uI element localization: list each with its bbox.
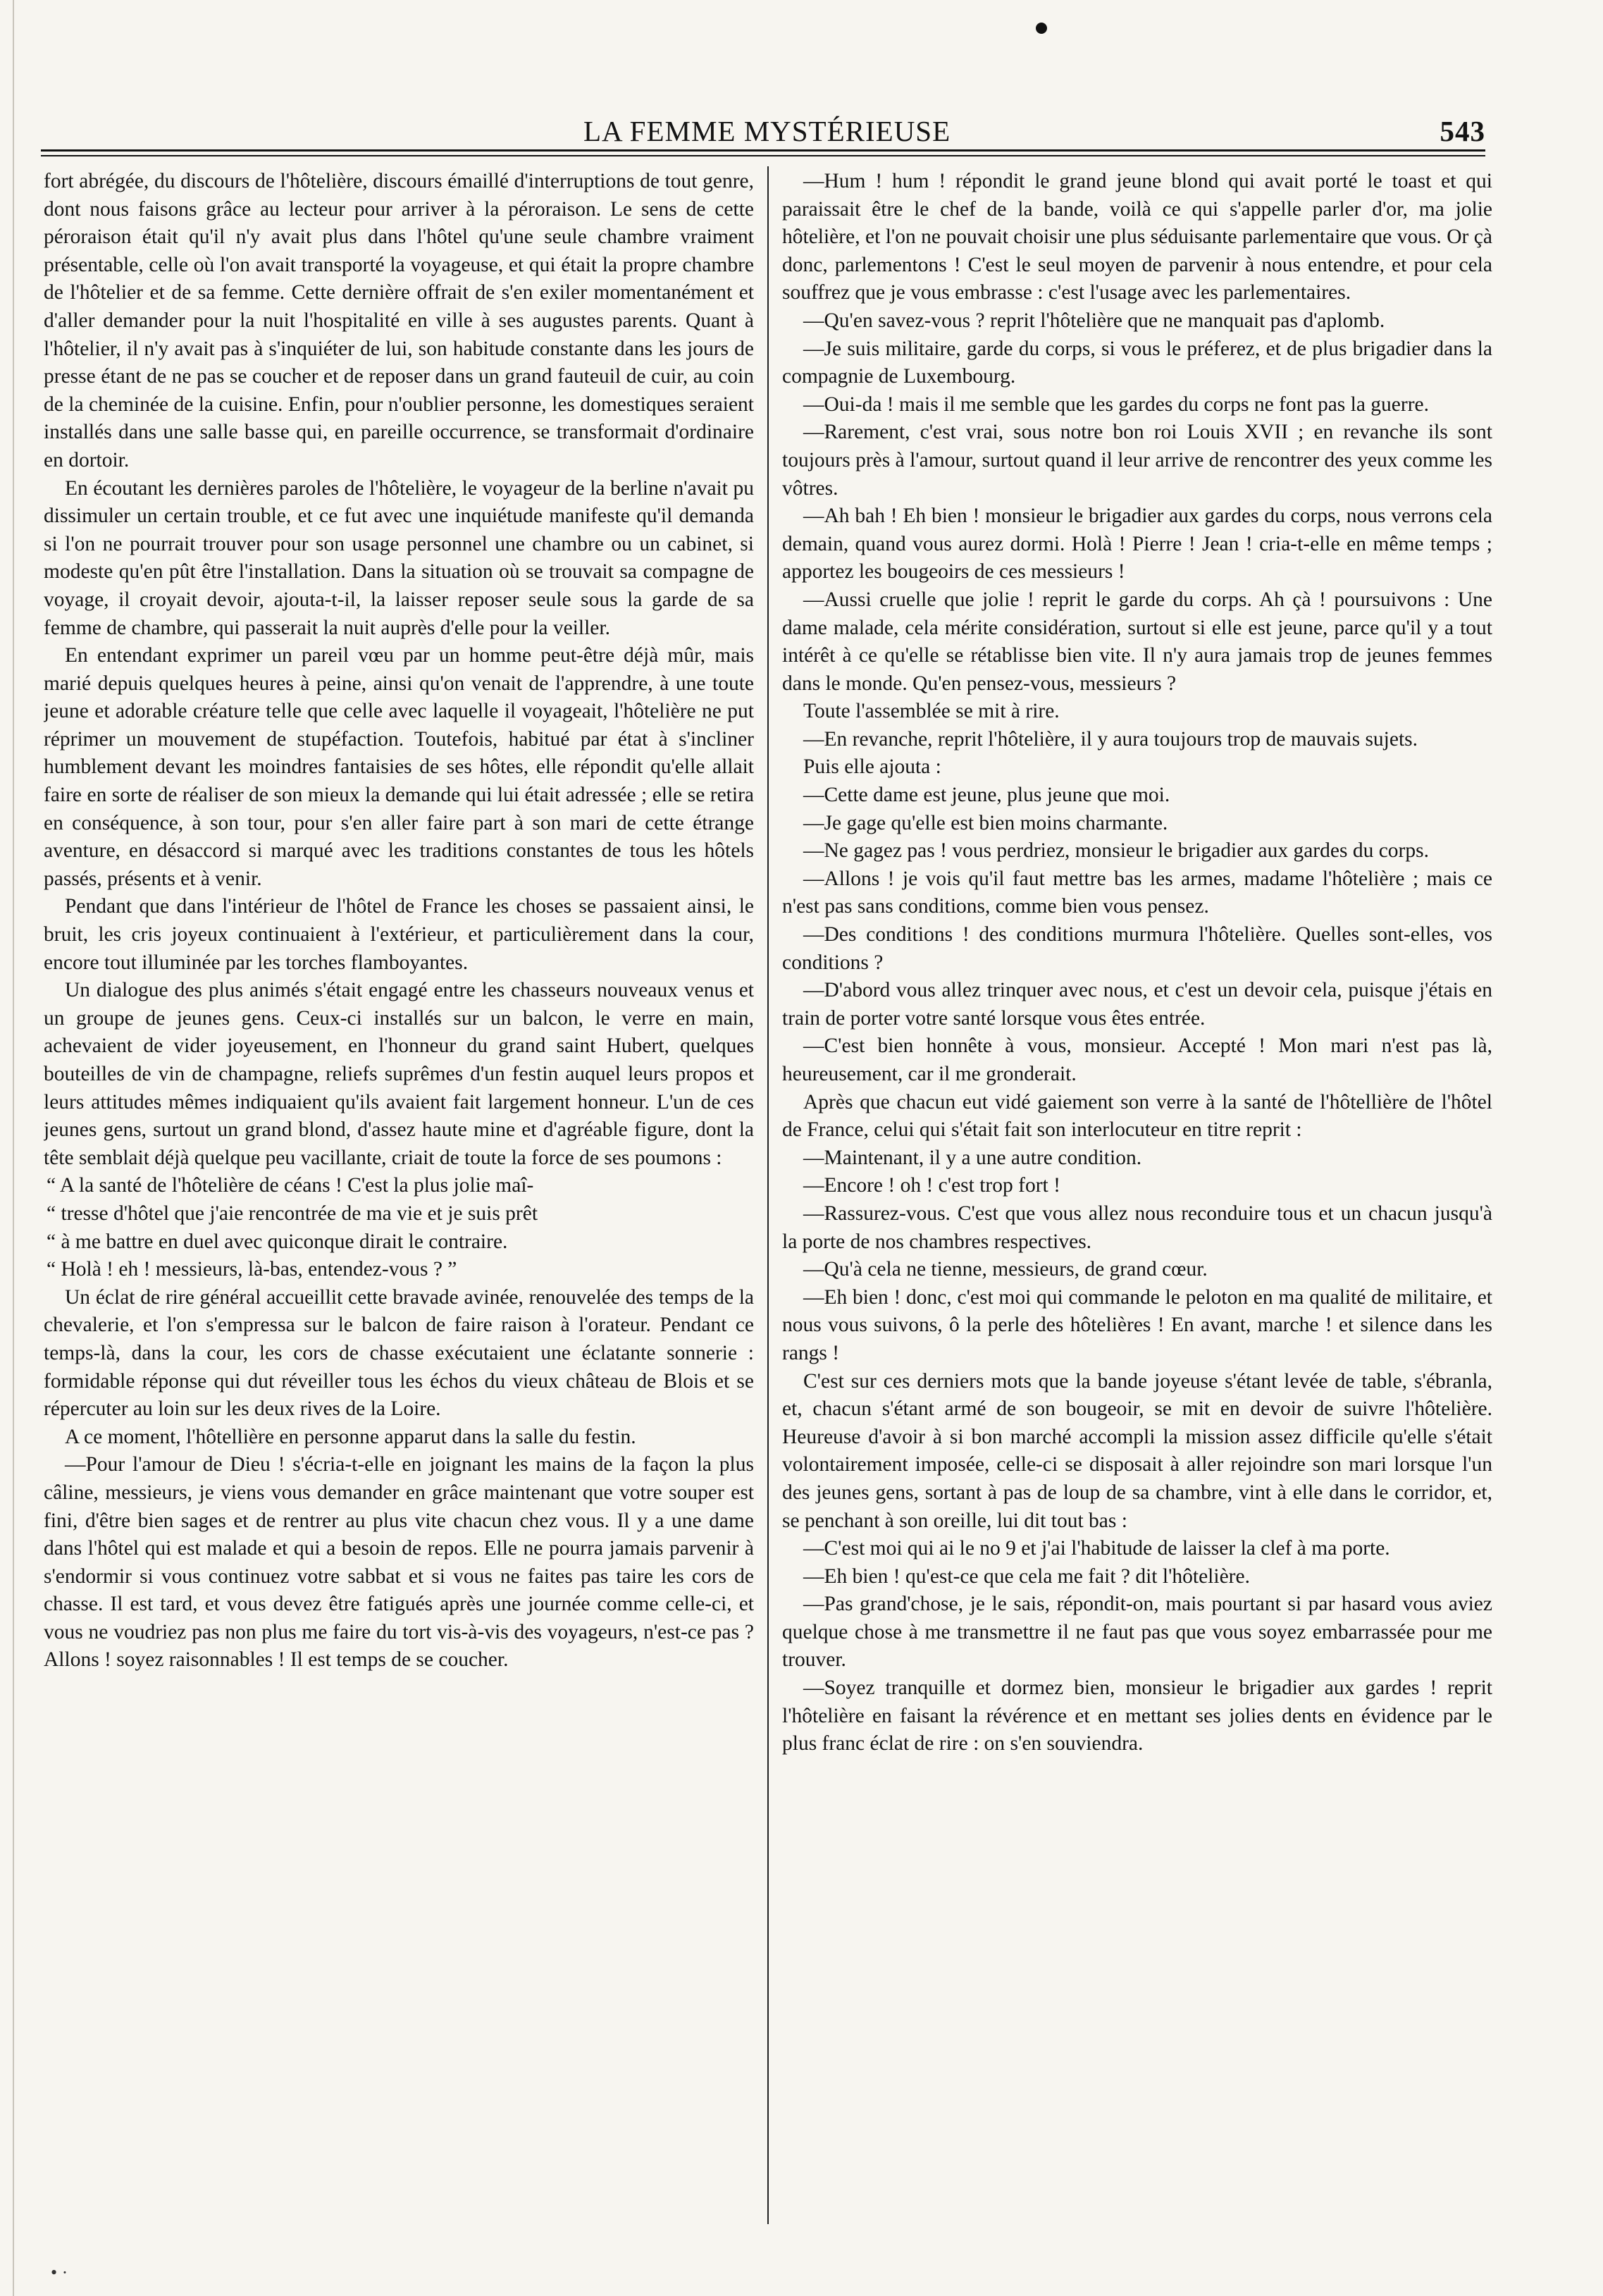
paragraph: Puis elle ajouta :: [803, 755, 941, 779]
paragraph: —Pas grand'chose, je le sais, répondit-on, mais pourtant si par hasard vous aviez quelque chose à me transmettre il ne faut pas que vous soyez embarrassée pour me trouver.: [782, 1593, 1492, 1672]
toast-line: “ tresse d'hôtel que j'aie rencontrée de ma vie et je suis prêt: [47, 1202, 538, 1225]
paragraph: —Allons ! je vois qu'il faut mettre bas les armes, madame l'hôtelière ; mais ce n'est pas sans conditions, comme bien vous pensez.: [782, 867, 1492, 918]
paragraph: Pendant que dans l'intérieur de l'hôtel de France les choses se passaient ainsi, le bruit, les cris joyeux continuaient à l'extérieur, et particulièrement dans la cour, encore tout illuminée par les torches flamboyantes.: [44, 895, 754, 974]
paragraph: Toute l'assemblée se mit à rire.: [803, 700, 1060, 723]
paragraph: —C'est bien honnête à vous, monsieur. Accepté ! Mon mari n'est pas là, heureusement, car il me gronderait.: [782, 1035, 1492, 1085]
toast-line: “ Holà ! eh ! messieurs, là-bas, entendez-vous ? ”: [47, 1258, 457, 1281]
paragraph: A ce moment, l'hôtellière en personne apparut dans la salle du festin.: [65, 1425, 636, 1448]
right-column: [782, 168, 1492, 2240]
paragraph: —Je suis militaire, garde du corps, si vous le préferez, et de plus brigadier dans la compagnie de Luxembourg.: [782, 337, 1492, 388]
paragraph: —Cette dame est jeune, plus jeune que moi.: [803, 784, 1170, 807]
paragraph: —Pour l'amour de Dieu ! s'écria-t-elle en joignant les mains de la façon la plus câline, messieurs, je viens vous demander en grâce maintenant que votre souper est fini, d'être bien sages et de rentrer au plus vite chacun chez vous. Il y a une dame dans l'hôtel qui est malade et qui a besoin de repos. Elle ne pourra jamais parvenir à s'endormir si vous continuez votre sabbat et si vous ne faites pas taire les cors de chasse. Il est tard, et vous devez être fatigués après une journée comme celle-ci, et vous ne voudriez pas non plus me faire du tort vis-à-vis des voyageurs, n'est-ce pas ? Allons ! soyez raisonnables ! Il est temps de se coucher.: [44, 1453, 754, 1672]
footer-mark: • ·: [51, 2262, 68, 2283]
paragraph: —Soyez tranquille et dormez bien, monsieur le brigadier aux gardes ! reprit l'hôtelière en faisant la révérence et en mettant ses jolies dents en évidence par le plus franc éclat de rire : on s'en souviendra.: [782, 1677, 1492, 1755]
paragraph: —En revanche, reprit l'hôtelière, il y aura toujours trop de mauvais sujets.: [803, 727, 1418, 751]
left-column: [44, 168, 754, 2240]
paragraph: —Eh bien ! donc, c'est moi qui commande le peloton en ma qualité de militaire, et nous vous suivons, ô la perle des hôtelières ! En avant, marche ! et silence dans les rangs !: [782, 1285, 1492, 1364]
page-edge-line: [13, 0, 14, 2296]
paragraph: —Ne gagez pas ! vous perdriez, monsieur le brigadier aux gardes du corps.: [803, 839, 1429, 863]
paragraph: C'est sur ces derniers mots que la bande joyeuse s'étant levée de table, s'ébranla, et, chacun s'étant armé de son bougeoir, se mit en devoir de suivre l'hôtelière. Heureuse d'avoir à si bon marché accompli la mission assez difficile qu'elle s'était volontairement imposée, celle-ci se disposait à aller rejoindre son mari lorsque l'un des jeunes gens, sortant à pas de loup de sa chambre, vint à elle dans le corridor, et, se penchant à son oreille, lui dit tout bas :: [782, 1369, 1492, 1532]
running-header: [41, 113, 1485, 149]
paragraph: —Maintenant, il y a une autre condition.: [803, 1146, 1142, 1169]
paragraph: —Aussi cruelle que jolie ! reprit le garde du corps. Ah çà ! poursuivons : Une dame malade, cela mérite considération, surtout si elle est jeune, parce qu'il y a tout intérêt à ce qu'elle se rétablisse bien vite. Il n'y aura jamais trop de jeunes femmes dans le monde. Qu'en pensez-vous, messieurs ?: [782, 588, 1492, 695]
paragraph: —Rassurez-vous. C'est que vous allez nous reconduire tous et un chacun jusqu'à la porte de nos chambres respectives.: [782, 1202, 1492, 1253]
paragraph: En entendant exprimer un pareil vœu par un homme peut-être déjà mûr, mais marié depuis quelques heures à peine, ainsi qu'on venait de l'apprendre, à une toute jeune et adorable créature telle que celle avec laquelle il voyageait, l'hôtelière ne put réprimer un mouvement de stupéfaction. Toutefois, habitué par état à s'incliner humblement devant les moindres fantaisies de ses hôtes, elle répondit qu'elle allait faire en sorte de réaliser de son mieux la demande qui lui était adressée ; elle se retira en conséquence, à son tour, pour s'en aller faire part à son mari de cette étrange aventure, en désaccord si marqué avec les traditions constantes de tous les hôtels passés, présents et à venir.: [44, 644, 754, 890]
paragraph: En écoutant les dernières paroles de l'hôtelière, le voyageur de la berline n'avait pu dissimuler un certain trouble, et ce fut avec une inquiétude manifeste qu'il demanda si l'on ne pourrait trouver pour son usage personnel une chambre ou un cabinet, si modeste qu'en pût être l'installation. Dans la situation où se trouvait sa compagne de voyage, il croyait devoir, ajouta-t-il, la laisser reposer seule sous la garde de sa femme de chambre, qui passerait la nuit auprès d'elle pour la veiller.: [44, 476, 754, 639]
paragraph: —Encore ! oh ! c'est trop fort !: [803, 1174, 1060, 1197]
paragraph: —D'abord vous allez trinquer avec nous, et c'est un devoir cela, puisque j'étais en train de porter votre santé lorsque vous êtes entrée.: [782, 979, 1492, 1030]
paragraph: —Je gage qu'elle est bien moins charmante.: [803, 811, 1168, 834]
paragraph: Un éclat de rire général accueillit cette bravade avinée, renouvelée des temps de la chevalerie, et l'on s'empressa sur le balcon de faire raison à l'orateur. Pendant ce temps-là, dans la cour, les cors de chasse exécutaient une éclatante sonnerie : formidable réponse qui dut réveiller tous les échos du vieux château de Blois et se répercuter au loin sur les deux rives de la Loire.: [44, 1285, 754, 1421]
column-divider: [767, 166, 769, 2224]
paragraph: —Qu'à cela ne tienne, messieurs, de grand cœur.: [803, 1258, 1208, 1281]
header-rule-thin: [41, 155, 1485, 156]
page-number: 543: [1440, 115, 1485, 147]
paragraph: —Eh bien ! qu'est-ce que cela me fait ? dit l'hôtelière.: [803, 1564, 1250, 1588]
paragraph: —Des conditions ! des conditions murmura l'hôtelière. Quelles sont-elles, vos conditions ?: [782, 923, 1492, 974]
paragraph: —Rarement, c'est vrai, sous notre bon roi Louis XVII ; en revanche ils sont toujours près à l'amour, surtout quand il leur arrive de rencontrer des yeux comme les vôtres.: [782, 421, 1492, 500]
paragraph: Après que chacun eut vidé gaiement son verre à la santé de l'hôtellière de l'hôtel de France, celui qui s'était fait son interlocuteur en titre reprit :: [782, 1090, 1492, 1142]
paragraph: —Ah bah ! Eh bien ! monsieur le brigadier aux gardes du corps, nous verrons cela demain, quand vous aurez dormi. Holà ! Pierre ! Jean ! cria-t-elle en même temps ; apportez les bougeoirs de ces messieurs !: [782, 505, 1492, 584]
toast-line: “ à me battre en duel avec quiconque dirait le contraire.: [47, 1230, 508, 1253]
header-rule: [41, 149, 1485, 152]
paragraph: fort abrégée, du discours de l'hôtelière, discours émaillé d'interruptions de tout genre, dont nous faisons grâce au lecteur pour arriver à la péroraison. Le sens de cette péroraison était qu'il n'y avait plus dans l'hôtel qu'une seule chambre vraiment présentable, celle où l'on avait transporté la voyageuse, et qui était la propre chambre de l'hôtelier et de sa femme. Cette dernière offrait de s'en exiler momentanément et d'aller demander pour la nuit l'hospitalité en ville à ses augustes parents. Quant à l'hôtelier, il n'y avait pas à s'inquiéter de lui, son habitude constante dans les jours de presse étant de ne pas se coucher et de reposer dans un grand fauteuil de cuir, au coin de la cheminée de la cuisine. Enfin, pour n'oublier personne, les domestiques seraient installés dans une salle basse qui, en pareille occurrence, se transformait d'ordinaire en dortoir.: [44, 170, 754, 471]
paragraph: —Hum ! hum ! répondit le grand jeune blond qui avait porté le toast et qui paraissait être le chef de la bande, voilà ce qui s'appelle parler d'or, ma jolie hôtelière, et l'on ne pouvait choisir une plus séduisante parlementaire que vous. Or çà donc, parlementons ! C'est le seul moyen de parvenir à nous entendre, et pour cela souffrez que je vous embrasse : c'est l'usage avec les parlementaires.: [782, 170, 1492, 304]
paragraph: —Qu'en savez-vous ? reprit l'hôtelière que ne manquait pas d'aplomb.: [803, 309, 1385, 332]
paragraph: —Oui-da ! mais il me semble que les gardes du corps ne font pas la guerre.: [803, 393, 1430, 416]
toast-line: “ A la santé de l'hôtelière de céans ! C'est la plus jolie maî-: [47, 1174, 534, 1197]
header-title: LA FEMME MYSTÉRIEUSE: [583, 115, 951, 147]
paragraph: Un dialogue des plus animés s'était engagé entre les chasseurs nouveaux venus et un groupe de jeunes gens. Ceux-ci installés sur un balcon, le verre en main, achevaient de vider joyeusement, en l'honneur du grand saint Hubert, quelques bouteilles de vin de champagne, reliefs suprêmes d'un festin auquel leurs propos et leurs attitudes mêmes indiquaient qu'ils avaient fait largement honneur. L'un de ces jeunes gens, surtout un grand blond, d'assez haute mine et d'agréable figure, dont la tête semblait déjà quelque peu vacillante, criait de toute la force de ses poumons :: [44, 979, 754, 1169]
paragraph: —C'est moi qui ai le no 9 et j'ai l'habitude de laisser la clef à ma porte.: [803, 1537, 1390, 1560]
ink-dot: [1036, 23, 1047, 34]
